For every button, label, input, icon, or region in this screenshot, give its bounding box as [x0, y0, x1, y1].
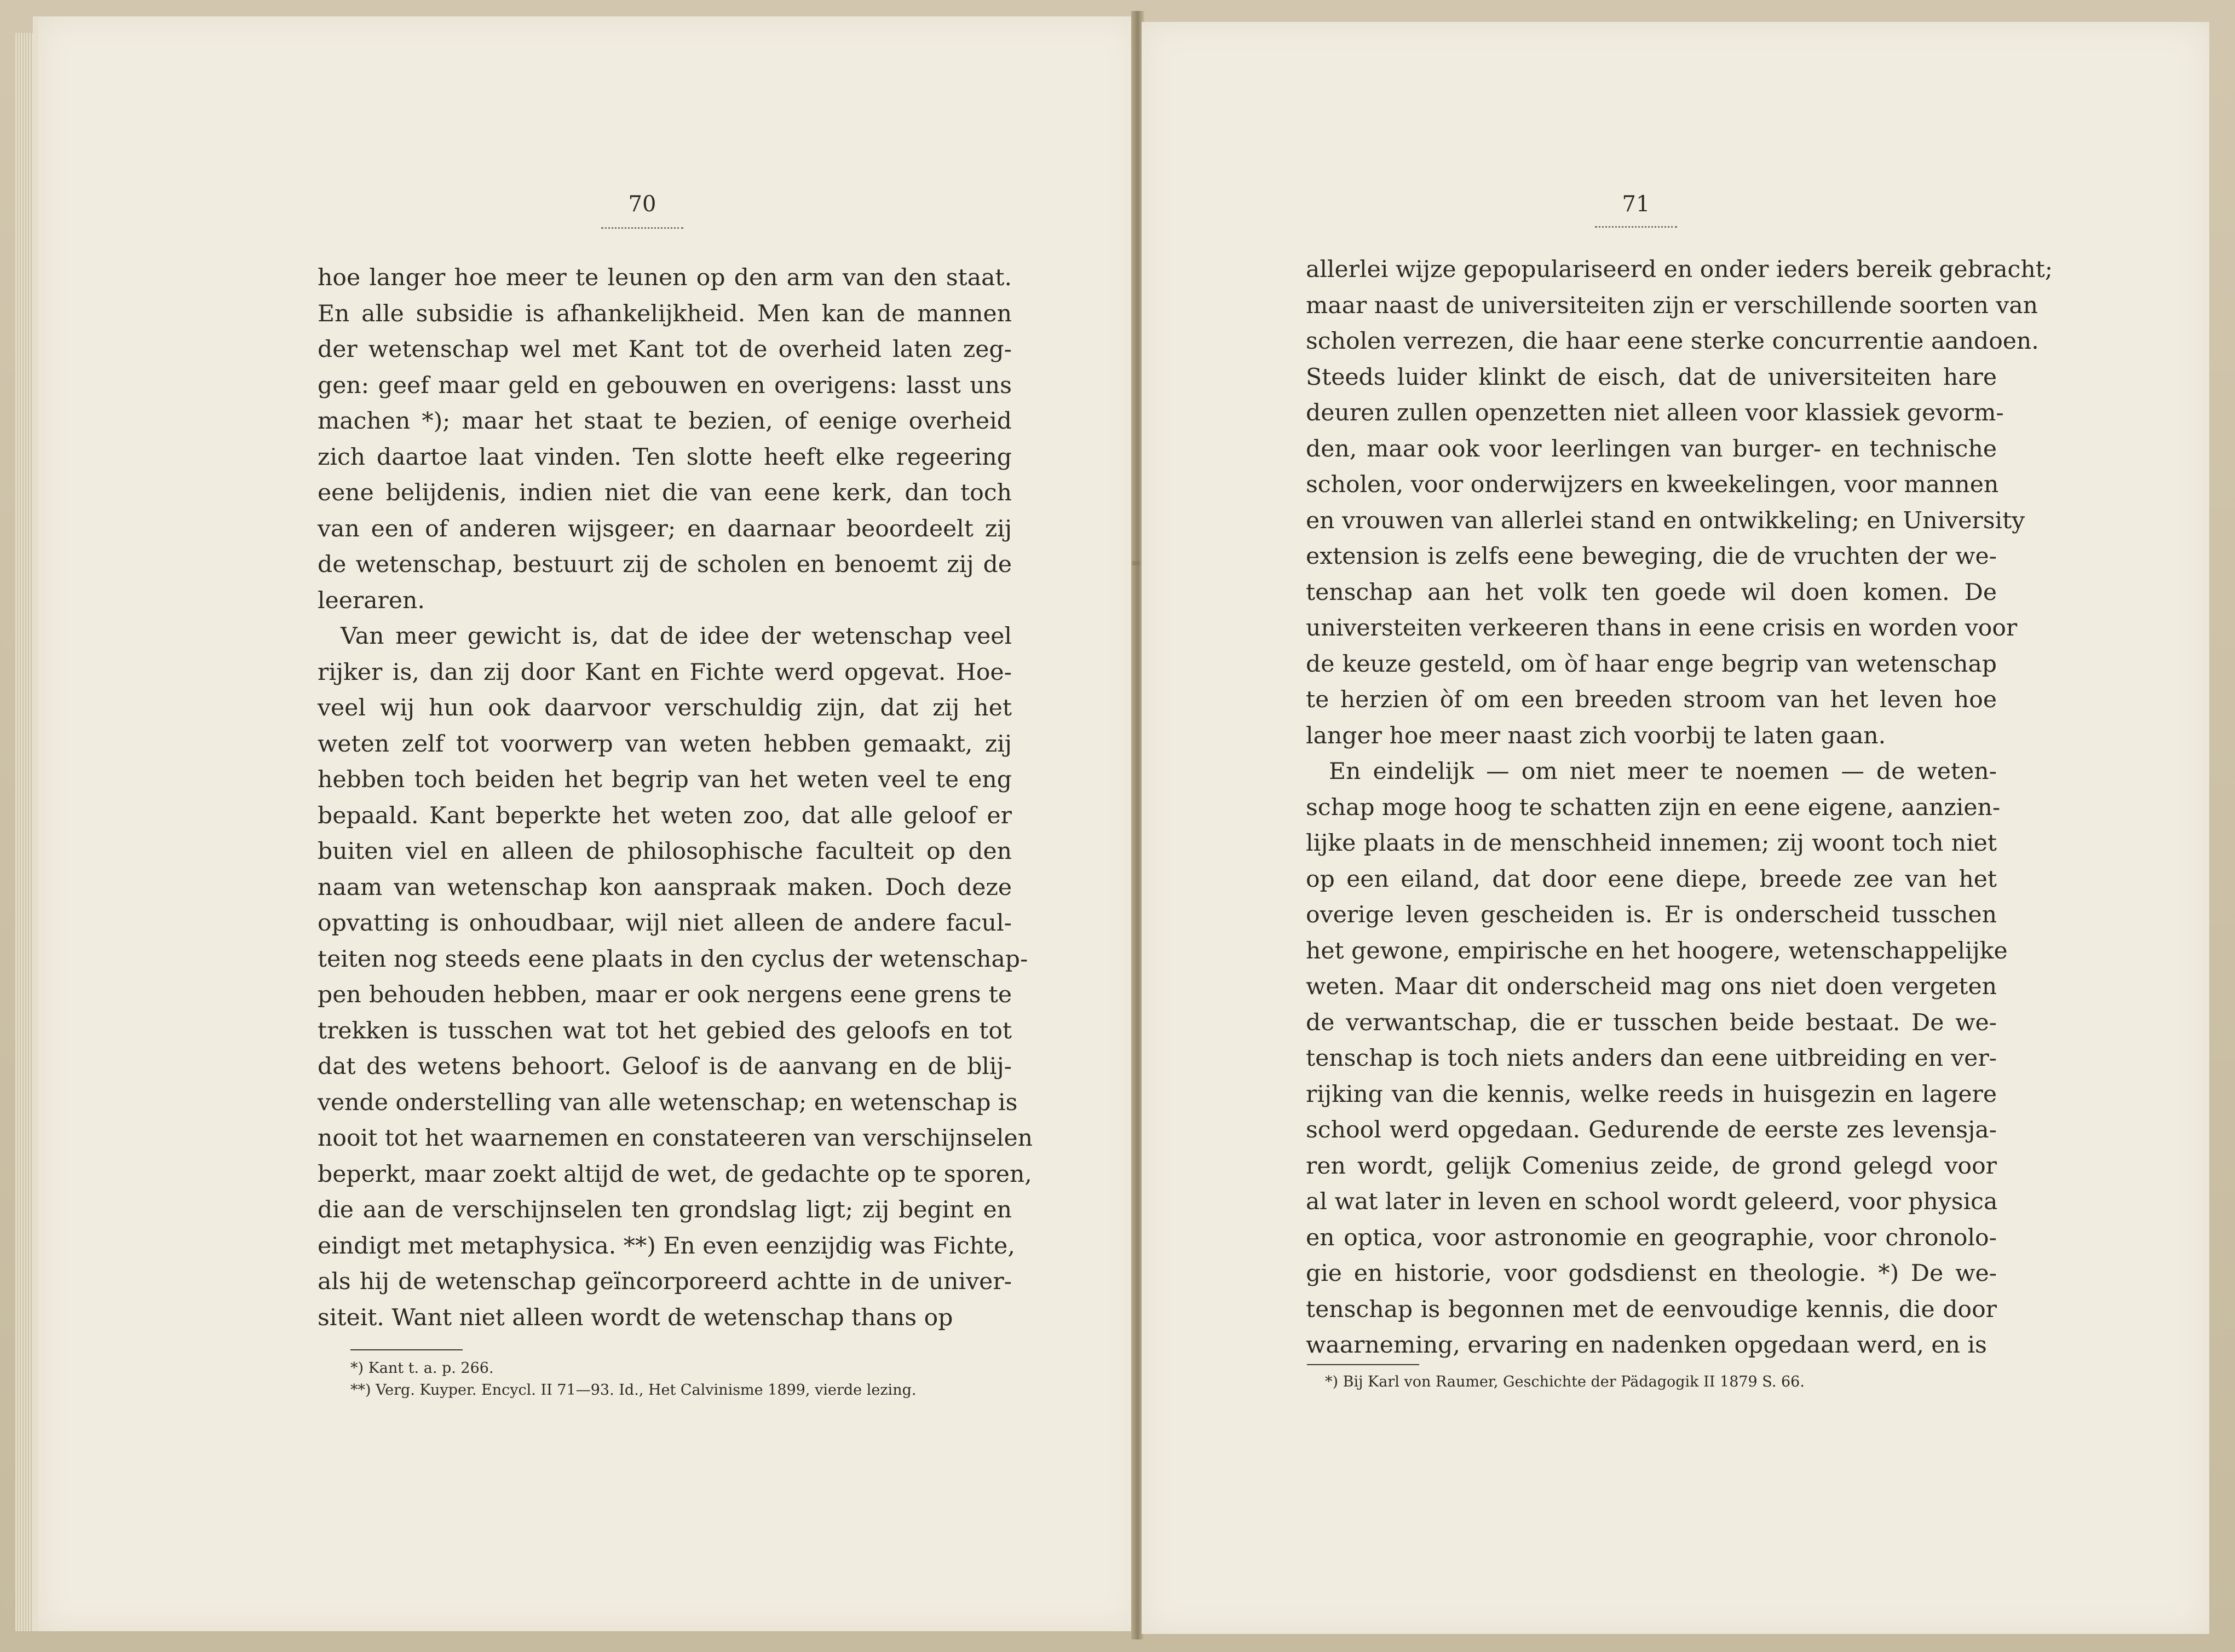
text-line: schap moge hoog te schatten zijn en eene eigene, aanzien-	[1306, 794, 2001, 821]
text-line: leeraren.	[318, 587, 425, 614]
text-line: En alle subsidie is afhankelijkheid. Men kan de mannen	[318, 300, 1012, 327]
text-line: rijking van die kennis, welke reeds in huisgezin en lagere	[1306, 1081, 1997, 1108]
text-line: allerlei wijze gepopulariseerd en onder ieders bereik gebracht;	[1306, 256, 2053, 283]
text-line: opvatting is onhoudbaar, wijl niet alleen de andere facul-	[318, 910, 1012, 937]
text-line: weten. Maar dit onderscheid mag ons niet doen vergeten	[1306, 973, 1997, 1000]
text-line: maar naast de universiteiten zijn er verschillende soorten van	[1306, 292, 2038, 319]
text-line: als hij de wetenschap geïncorporeerd achtte in de univer-	[318, 1268, 1012, 1295]
left-page-number-ornament	[601, 227, 683, 229]
text-line: de verwantschap, die er tusschen beide bestaat. De we-	[1306, 1009, 1997, 1036]
text-line: de keuze gesteld, om òf haar enge begrip van wetenschap	[1306, 650, 1997, 678]
right-footnote-rule	[1307, 1364, 1419, 1365]
text-line: scholen, voor onderwijzers en kweekelingen, voor mannen	[1306, 471, 1999, 498]
text-line: gie en historie, voor godsdienst en theologie. *) De we-	[1306, 1260, 1997, 1287]
text-line: veel wij hun ook daarvoor verschuldig zijn, dat zij het	[318, 695, 1012, 721]
text-line: universteiten verkeeren thans in eene crisis en worden voor	[1306, 615, 2018, 642]
text-line: en optica, voor astronomie en geographie, voor chronolo-	[1306, 1224, 1997, 1251]
text-line: naam van wetenschap kon aanspraak maken. Doch deze	[318, 874, 1012, 901]
text-line: den, maar ook voor leerlingen van burger- en technische	[1306, 435, 1997, 463]
text-line: langer hoe meer naast zich voorbij te laten gaan.	[1306, 722, 1886, 749]
text-line: van een of anderen wijsgeer; en daarnaar beoordeelt zij	[318, 515, 1012, 542]
text-line: tenschap aan het volk ten goede wil doen komen. De	[1306, 579, 1997, 606]
text-line: zich daartoe laat vinden. Ten slotte heeft elke regeering	[318, 443, 1012, 471]
footnote: *) Kant t. a. p. 266.	[350, 1360, 494, 1377]
left-page	[33, 16, 1139, 1631]
left-footnotes	[350, 1358, 916, 1401]
text-line: buiten viel en alleen de philosophische faculteit op den	[318, 838, 1012, 865]
text-line: school werd opgedaan. Gedurende de eerste zes levensja-	[1306, 1117, 1997, 1143]
right-page-body	[1306, 252, 2053, 1364]
text-line: overige leven gescheiden is. Er is onderscheid tusschen	[1306, 902, 1997, 928]
text-line: eene belijdenis, indien niet die van eene kerk, dan toch	[318, 480, 1012, 506]
text-line: teiten nog steeds eene plaats in den cyclus der wetenschap-	[318, 945, 1028, 973]
text-line: Van meer gewicht is, dat de idee der wetenschap veel	[341, 623, 1012, 650]
text-line: dat des wetens behoort. Geloof is de aanvang en de blij-	[318, 1053, 1012, 1080]
text-line: deuren zullen openzetten niet alleen voor klassiek gevorm-	[1306, 400, 2004, 426]
page-edges	[15, 33, 34, 1631]
text-line: pen behouden hebben, maar er ook nergens eene grens te	[318, 981, 1012, 1008]
text-line: al wat later in leven en school wordt geleerd, voor physica	[1306, 1188, 1998, 1215]
footnote: *) Bij Karl von Raumer, Geschichte der Pädagogik II 1879 S. 66.	[1325, 1373, 1805, 1390]
text-line: rijker is, dan zij door Kant en Fichte werd opgevat. Hoe-	[318, 659, 1012, 686]
text-line: siteit. Want niet alleen wordt de wetenschap thans op	[318, 1304, 953, 1331]
text-line: tenschap is begonnen met de eenvoudige kennis, die door	[1306, 1296, 1997, 1323]
text-line: ren wordt, gelijk Comenius zeide, de grond gelegd voor	[1306, 1152, 1997, 1180]
text-line: hebben toch beiden het begrip van het weten veel te eng	[318, 766, 1012, 793]
text-line: eindigt met metaphysica. **) En even eenzijdig was Fichte,	[318, 1232, 1015, 1260]
text-line: trekken is tusschen wat tot het gebied des geloofs en tot	[318, 1017, 1012, 1044]
text-line: hoe langer hoe meer te leunen op den arm van den staat.	[318, 264, 1012, 291]
text-line: vende onderstelling van alle wetenschap; en wetenschap is	[318, 1089, 1018, 1116]
binding-mark	[1132, 561, 1140, 565]
left-footnote-rule	[350, 1349, 463, 1350]
text-line: tenschap is toch niets anders dan eene uitbreiding en ver-	[1306, 1045, 1997, 1072]
text-line: bepaald. Kant beperkte het weten zoo, dat alle geloof er	[318, 802, 1012, 829]
text-line: die aan de verschijnselen ten grondslag ligt; zij begint en	[318, 1197, 1012, 1223]
text-line: en vrouwen van allerlei stand en ontwikkeling; en University	[1306, 507, 2025, 534]
text-line: lijke plaats in de menschheid innemen; zij woont toch niet	[1306, 830, 1997, 857]
text-line: En eindelijk — om niet meer te noemen — de weten-	[1329, 758, 1997, 785]
text-line: nooit tot het waarnemen en constateeren van verschijnselen	[318, 1125, 1033, 1152]
text-line: te herzien òf om een breeden stroom van het leven hoe	[1306, 686, 1997, 713]
text-line: der wetenschap wel met Kant tot de overheid laten zeg-	[318, 336, 1012, 363]
right-page-number-ornament	[1595, 226, 1677, 228]
text-line: machen *); maar het staat te bezien, of eenige overheid	[318, 408, 1012, 435]
right-page-number: 71	[1622, 192, 1650, 217]
left-page-body	[318, 260, 1033, 1336]
text-line: het gewone, empirische en het hoogere, wetenschappelijke	[1306, 937, 2008, 964]
text-line: gen: geef maar geld en gebouwen en overigens: lasst uns	[318, 372, 1012, 399]
left-page-number: 70	[628, 192, 656, 217]
right-page	[1142, 22, 2209, 1634]
text-line: waarneming, ervaring en nadenken opgedaan werd, en is	[1306, 1332, 1987, 1359]
text-line: Steeds luider klinkt de eisch, dat de universiteiten hare	[1306, 363, 1997, 391]
text-line: weten zelf tot voorwerp van weten hebben gemaakt, zij	[318, 730, 1012, 758]
footnote: **) Verg. Kuyper. Encycl. II 71—93. Id., Het Calvinisme 1899, vierde lezing.	[350, 1382, 917, 1399]
right-footnotes	[1325, 1371, 1805, 1393]
text-line: beperkt, maar zoekt altijd de wet, de gedachte op te sporen,	[318, 1160, 1032, 1188]
text-line: de wetenschap, bestuurt zij de scholen en benoemt zij de	[318, 551, 1012, 578]
text-line: extension is zelfs eene beweging, die de vruchten der we-	[1306, 543, 1997, 570]
text-line: op een eiland, dat door eene diepe, breede zee van het	[1306, 865, 1997, 893]
text-line: scholen verrezen, die haar eene sterke concurrentie aandoen.	[1306, 328, 2039, 355]
